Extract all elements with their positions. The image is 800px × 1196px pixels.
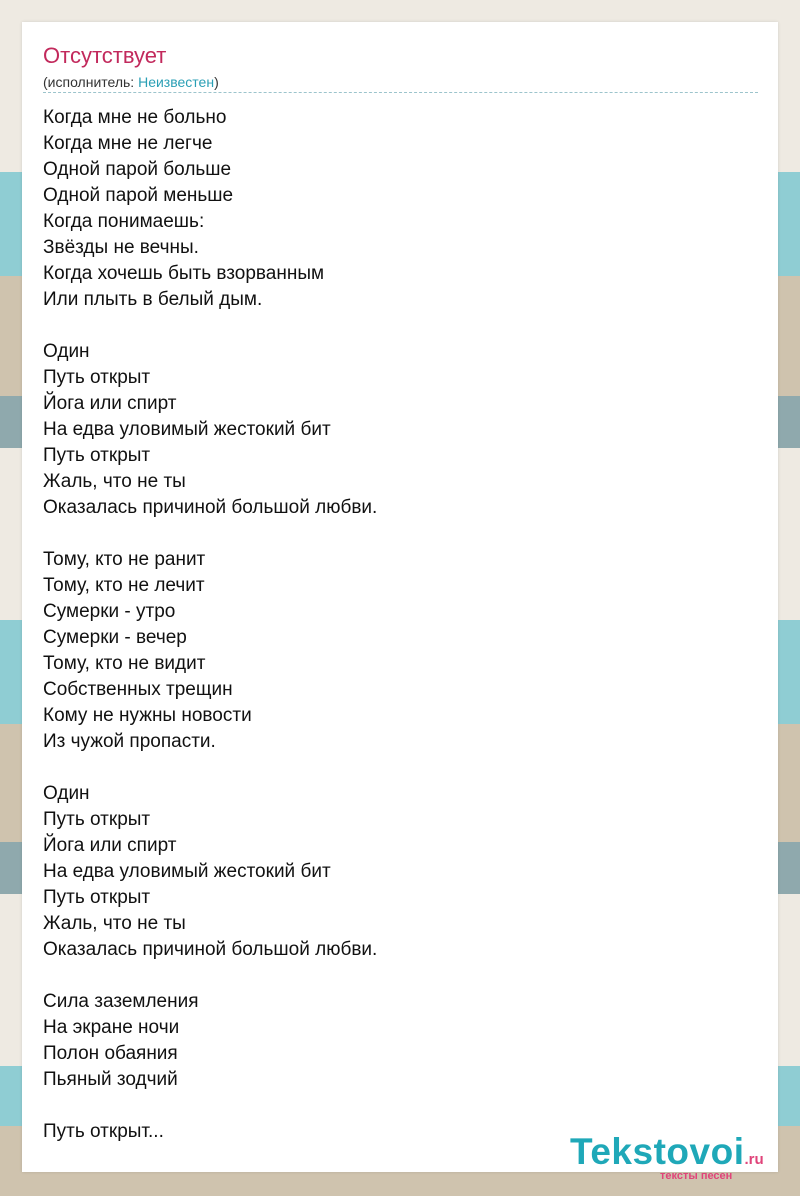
lyric-line: Полон обаяния xyxy=(43,1043,178,1064)
song-title: Отсутствует xyxy=(43,43,167,68)
lyric-blank-line xyxy=(43,755,743,781)
lyric-line: Тому, кто не лечит xyxy=(43,575,205,596)
lyric-line: Путь открыт xyxy=(43,445,151,466)
lyric-line: Оказалась причиной большой любви. xyxy=(43,939,378,960)
lyric-line: Путь открыт xyxy=(43,809,151,830)
lyric-line: Одной парой меньше xyxy=(43,185,234,206)
lyric-blank-line xyxy=(43,963,743,989)
lyric-line: Один xyxy=(43,783,90,804)
lyric-line: Когда хочешь быть взорванным xyxy=(43,263,325,284)
title-divider xyxy=(43,92,758,93)
lyric-line: Тому, кто не видит xyxy=(43,653,206,674)
lyric-line: Путь открыт xyxy=(43,887,151,908)
lyric-line: На едва уловимый жестокий бит xyxy=(43,861,331,882)
lyric-line: Оказалась причиной большой любви. xyxy=(43,497,378,518)
artist-link[interactable]: Неизвестен xyxy=(138,74,215,90)
lyric-line: Кому не нужны новости xyxy=(43,705,252,726)
lyric-line: Когда мне не больно xyxy=(43,107,227,128)
lyrics-card xyxy=(22,22,778,1182)
lyric-line: Одной парой больше xyxy=(43,159,232,180)
site-logo[interactable] xyxy=(570,1131,764,1182)
lyric-line: Собственных трещин xyxy=(43,679,233,700)
lyric-line: Когда мне не легче xyxy=(43,133,213,154)
lyric-line: Тому, кто не ранит xyxy=(43,549,206,570)
logo-brand: Tekstovoi xyxy=(570,1131,745,1172)
lyric-line: Йога или спирт xyxy=(43,393,177,414)
lyric-line: Или плыть в белый дым. xyxy=(43,289,263,310)
lyric-line: На экране ночи xyxy=(43,1017,180,1038)
lyric-line: Звёзды не вечны. xyxy=(43,237,199,258)
lyric-blank-line xyxy=(43,521,743,547)
lyrics-text xyxy=(43,105,743,1145)
artist-suffix: ) xyxy=(214,74,219,90)
lyric-line: Сумерки - вечер xyxy=(43,627,187,648)
lyric-line: Сумерки - утро xyxy=(43,601,176,622)
lyric-line: Когда понимаешь: xyxy=(43,211,205,232)
lyric-line: Сила заземления xyxy=(43,991,199,1012)
lyric-line: Из чужой пропасти. xyxy=(43,731,216,752)
lyric-line: Путь открыт xyxy=(43,367,151,388)
lyric-line: Йога или спирт xyxy=(43,835,177,856)
lyric-line: Путь открыт... xyxy=(43,1121,164,1142)
lyric-blank-line xyxy=(43,1093,743,1119)
lyric-line: Пьяный зодчий xyxy=(43,1069,178,1090)
lyric-blank-line xyxy=(43,313,743,339)
lyric-line: Жаль, что не ты xyxy=(43,471,186,492)
artist-line xyxy=(43,73,219,91)
logo-tagline: тексты песен xyxy=(660,1170,733,1182)
logo-tld: .ru xyxy=(744,1151,764,1168)
artist-prefix: (исполнитель: xyxy=(43,74,139,90)
lyric-line: Один xyxy=(43,341,90,362)
lyric-line: На едва уловимый жестокий бит xyxy=(43,419,331,440)
lyric-line: Жаль, что не ты xyxy=(43,913,186,934)
